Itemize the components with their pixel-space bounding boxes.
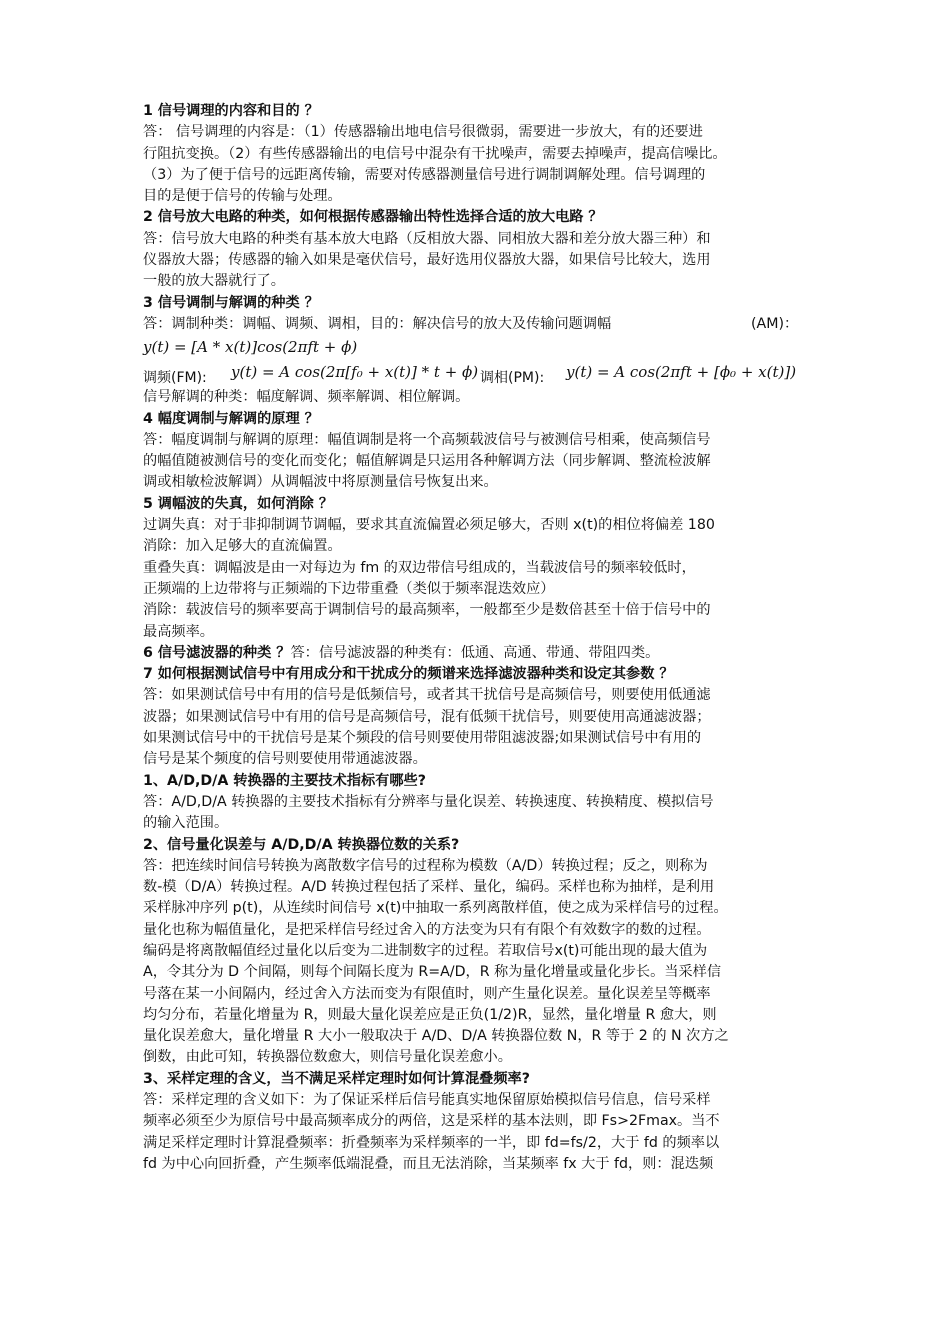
text-line: 满足采样定理时计算混叠频率：折叠频率为采样频率的一半，即 fd=fs/2，大于 fd 的频率以 (143, 1134, 720, 1151)
section-heading: 4 幅度调制与解调的原理 ？ (143, 410, 319, 427)
text-span: 答：信号滤波器的种类有：低通、高通、带通、带阻四类。 (290, 644, 660, 661)
text-span: 答：调制种类：调幅、调频、调相，目的：解决信号的放大及传输问题调幅 (143, 315, 612, 332)
text-line: 的幅值随被测信号的变化而变化；幅值解调是只运用各种解调方法（同步解调、整流检波解 (143, 453, 711, 470)
section-heading: 3、采样定理的含义，当不满足采样定理时如何计算混叠频率? (143, 1070, 530, 1087)
text-line: 答：采样定理的含义如下：为了保证采样后信号能真实地保留原始模拟信号信息，信号采样 (143, 1092, 711, 1109)
text-line: 信号是某个频度的信号则要使用带通滤波器。 (143, 751, 427, 768)
am-formula-row (143, 335, 811, 359)
text-line: 量化也称为幅值量化，是把采样信号经过舍入的方法变为只有有限个有效数字的数的过程。 (143, 921, 711, 938)
text-line: 编码是将离散幅值经过量化以后变为二进制数字的过程。若取信号x(t)可能出现的最大值为 (143, 942, 708, 959)
text-line: 如果测试信号中的干扰信号是某个频段的信号则要使用带阻滤波器;如果测试信号中有用的 (143, 730, 702, 747)
text-line: 最高频率。 (143, 623, 214, 640)
text-line: 均匀分布，若量化增量为 R，则最大量化误差应是正负(1/2)R，显然，量化增量 R 愈大，则 (143, 1006, 717, 1023)
text-line: 答：把连续时间信号转换为离散数字信号的过程称为模数（A/D）转换过程；反之，则称为 (143, 857, 708, 874)
text-line: 的输入范围。 (143, 815, 229, 832)
text-line (143, 314, 811, 335)
am-formula: y(t) = [A * x(t)]cos(2πft + ϕ) (143, 338, 358, 357)
text-line: 重叠失真：调幅波是由一对每边为 fm 的双边带信号组成的，当载波信号的频率较低时， (143, 559, 696, 576)
text-line: 倒数，由此可知，转换器位数愈大，则信号量化误差愈小。 (143, 1049, 512, 1066)
fm-pm-formula-row (143, 359, 811, 387)
text-line: fd 为中心向回折叠，产生频率低端混叠，而且无法消除，当某频率 fx 大于 fd，则：混迭频 (143, 1155, 714, 1172)
text-line: 正频端的上边带将与正频端的下边带重叠（类似于频率混迭效应） (143, 580, 555, 597)
text-line: 一般的放大器就行了。 (143, 273, 285, 290)
text-line: 消除：载波信号的频率要高于调制信号的最高频率，一般都至少是数倍甚至十倍于信号中的 (143, 602, 711, 619)
text-line: 答：幅度调制与解调的原理：幅值调制是将一个高频载波信号与被测信号相乘，使高频信号 (143, 431, 711, 448)
section-heading: 1、A/D,D/A 转换器的主要技术指标有哪些? (143, 772, 426, 789)
section-heading: 3 信号调制与解调的种类 ？ (143, 294, 319, 311)
am-label: (AM)： (751, 315, 799, 332)
section-heading: 1 信号调理的内容和目的 ？ (143, 103, 319, 119)
text-line: 行阻抗变换。（2）有些传感器输出的电信号中混杂有干扰噪声，需要去掉噪声，提高信噪比。 (143, 145, 727, 162)
fm-formula: y(t) = A cos(2π[f₀ + x(t)] * t + ϕ) (231, 363, 479, 382)
text-line: 数-模（D/A）转换过程。A/D 转换过程包括了采样、量化，编码。采样也称为抽样，是利用 (143, 879, 715, 896)
fm-label: 调频(FM): (143, 370, 207, 387)
text-line: 量化误差愈大，量化增量 R 大小一般取决于 A/D、D/A 转换器位数 N，R 等于 2 的 N 次方之 (143, 1028, 729, 1045)
text-line: 答：信号放大电路的种类有基本放大电路（反相放大器、同相放大器和差分放大器三种）和 (143, 230, 711, 247)
section-heading: 2 信号放大电路的种类，如何根据传感器输出特性选择合适的放大电路 ？ (143, 209, 603, 226)
text-line: 采样脉冲序列 p(t)，从连续时间信号 x(t)中抽取一系列离散样值，使之成为采样信号的过程。 (143, 900, 728, 917)
text-line: 答：A/D,D/A 转换器的主要技术指标有分辨率与量化误差、转换速度、转换精度、模拟信号 (143, 793, 714, 810)
pm-label: 调相(PM): (480, 370, 545, 387)
text-line: 调或相敏检波解调）从调幅波中将原测量信号恢复出来。 (143, 474, 498, 491)
document-body (143, 101, 811, 1175)
text-line: 信号解调的种类：幅度解调、频率解调、相位解调。 (143, 389, 470, 406)
text-line: A，令其分为 D 个间隔，则每个间隔长度为 R=A/D，R 称为量化增量或量化步长。当采样信 (143, 964, 722, 981)
section-heading: 7 如何根据测试信号中有用成分和干扰成分的频谱来选择滤波器种类和设定其参数 ？ (143, 666, 674, 683)
section-heading: 2、信号量化误差与 A/D,D/A 转换器位数的关系? (143, 836, 460, 853)
section-heading: 6 信号滤波器的种类 ？ (143, 644, 291, 661)
section-heading: 5 调幅波的失真，如何消除 ？ (143, 495, 334, 512)
text-line: 答： 信号调理的内容是：（1）传感器输出地电信号很微弱，需要进一步放大，有的还要进 (143, 124, 703, 141)
text-line: 仪器放大器；传感器的输入如果是毫伏信号，最好选用仪器放大器，如果信号比较大，选用 (143, 252, 711, 269)
text-line: 波器；如果测试信号中有用的信号是高频信号，混有低频干扰信号，则要使用高通滤波器； (143, 708, 711, 725)
text-line: （3）为了便于信号的远距离传输，需要对传感器测量信号进行调制调解处理。信号调理的 (143, 166, 706, 183)
text-line: 消除：加入足够大的直流偏置。 (143, 538, 342, 555)
text-line: 目的是便于信号的传输与处理。 (143, 188, 342, 205)
text-line: 过调失真：对于非抑制调节调幅，要求其直流偏置必须足够大，否则 x(t)的相位将偏差 180 (143, 517, 715, 534)
text-line (143, 643, 811, 664)
text-line: 频率必须至少为原信号中最高频率成分的两倍，这是采样的基本法则，即 Fs>2Fmax。当不 (143, 1113, 720, 1130)
text-line: 答：如果测试信号中有用的信号是低频信号，或者其干扰信号是高频信号，则要使用低通滤 (143, 687, 711, 704)
text-line: 号落在某一小间隔内，经过舍入方法而变为有限值时，则产生量化误差。量化误差呈等概率 (143, 985, 711, 1002)
pm-formula: y(t) = A cos(2πft + [ϕ₀ + x(t)]) (566, 363, 797, 382)
